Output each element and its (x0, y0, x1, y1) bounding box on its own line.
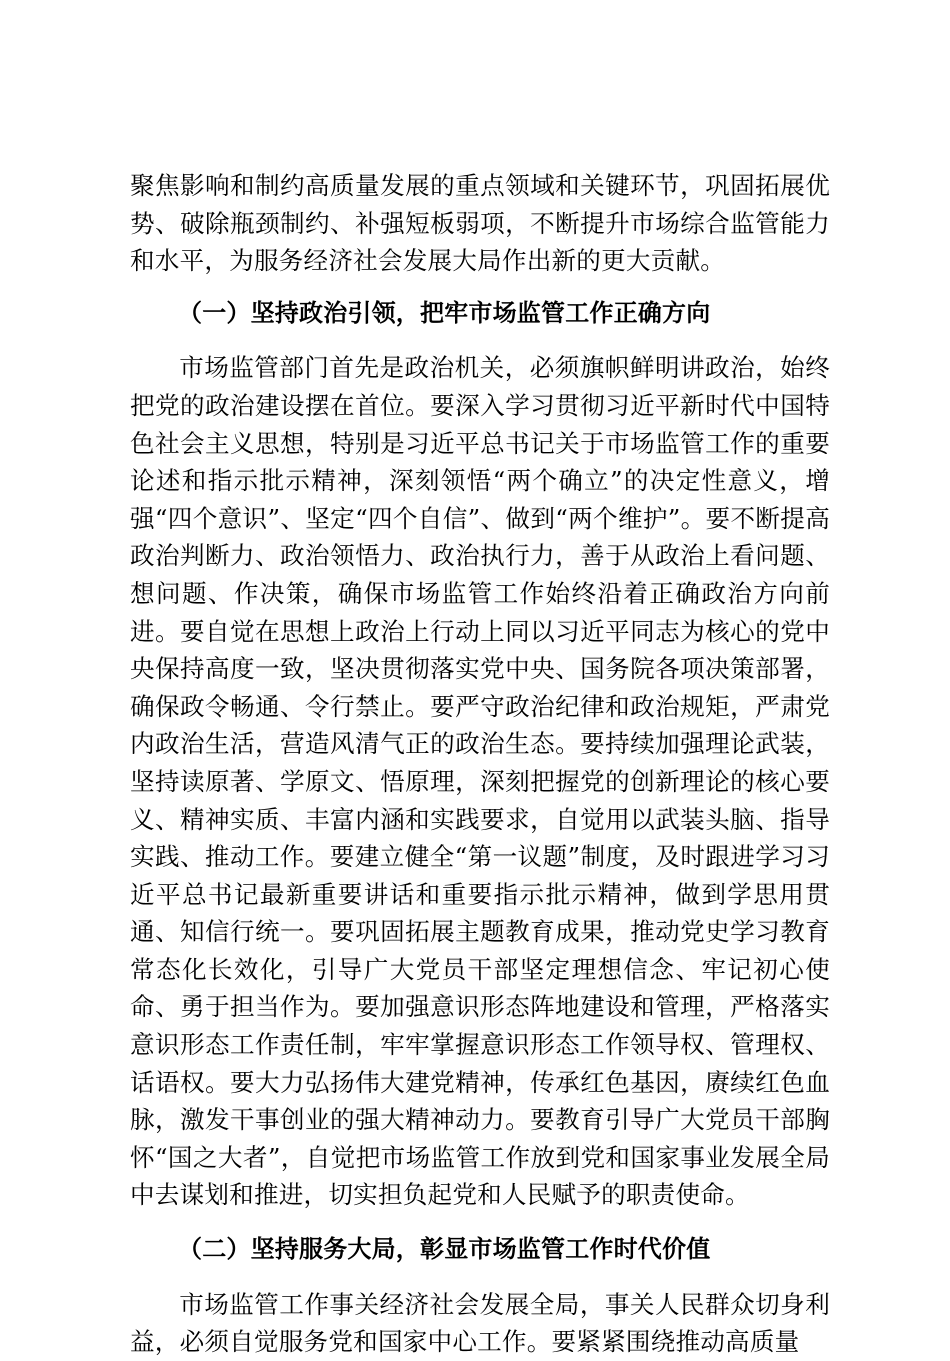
section-1-paragraph: 市场监管部门首先是政治机关，必须旗帜鲜明讲政治，始终把党的政治建设摆在首位。要深入学习贯彻习近平新时代中国特色社会主义思想，特别是习近平总书记关于市场监管工作的重要论述和指示批示精神，深刻领悟“两个确立”的决定性意义，增强“四个意识”、坚定“四个自信”、做到“两个维护”。要不断提高政治判断力、政治领悟力、政治执行力，善于从政治上看问题、想问题、作决策，确保市场监管工作始终沿着正确政治方向前进。要自觉在思想上政治上行动上同以习近平同志为核心的党中央保持高度一致，坚决贯彻落实党中央、国务院各项决策部署，确保政令畅通、令行禁止。要严守政治纪律和政治规矩，严肃党内政治生活，营造风清气正的政治生态。要持续加强理论武装，坚持读原著、学原文、悟原理，深刻把握党的创新理论的核心要义、精神实质、丰富内涵和实践要求，自觉用以武装头脑、指导实践、推动工作。要建立健全“第一议题”制度，及时跟进学习习近平总书记最新重要讲话和重要指示批示精神，做到学思用贯通、知信行统一。要巩固拓展主题教育成果，推动党史学习教育常态化长效化，引导广大党员干部坚定理想信念、牢记初心使命、勇于担当作为。要加强意识形态阵地建设和管理，严格落实意识形态工作责任制，牢牢掌握意识形态工作领导权、管理权、话语权。要大力弘扬伟大建党精神，传承红色基因，赓续红色血脉，激发干事创业的强大精神动力。要教育引导广大党员干部胸怀“国之大者”，自觉把市场监管工作放到党和国家事业发展全局中去谋划和推进，切实担负起党和人民赋予的职责使命。 (130, 353, 830, 1210)
section-2-paragraph: 市场监管工作事关经济社会发展全局，事关人民群众切身利益，必须自觉服务党和国家中心工作。要紧紧围绕推动高质量 (130, 1289, 830, 1357)
section-heading-2: （二）坚持服务大局，彰显市场监管工作时代价值 (178, 1235, 711, 1264)
document-body (130, 167, 830, 1361)
intro-paragraph: 聚焦影响和制约高质量发展的重点领域和关键环节，巩固拓展优势、破除瓶颈制约、补强短板弱项，不断提升市场综合监管能力和水平，为服务经济社会发展大局作出新的更大贡献。 (130, 171, 830, 276)
section-heading-1: （一）坚持政治引领，把牢市场监管工作正确方向 (178, 298, 711, 327)
